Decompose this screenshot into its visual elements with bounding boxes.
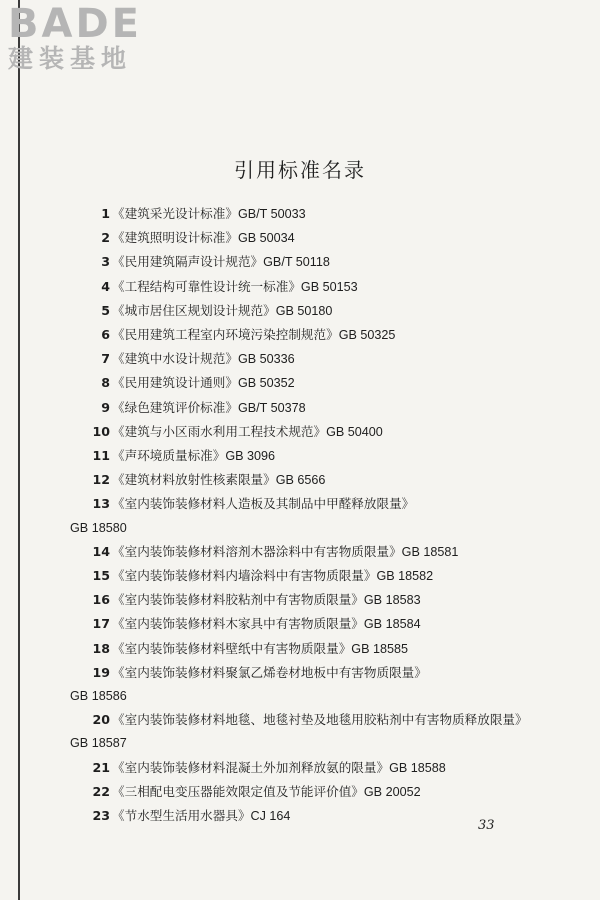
- reference-title: 《建筑中水设计规范》: [112, 351, 238, 367]
- reference-code: CJ 164: [250, 809, 291, 824]
- reference-title: 《建筑材料放射性核素限量》: [112, 472, 276, 488]
- reference-number: 3: [101, 254, 110, 270]
- reference-title: 《绿色建筑评价标准》: [112, 399, 238, 415]
- reference-item: [70, 661, 532, 708]
- reference-item: [70, 804, 532, 828]
- page-title: 引用标准名录: [234, 158, 366, 182]
- logo-main-text: BADE: [8, 1, 142, 47]
- reference-title: 《工程结构可靠性设计统一标准》: [112, 278, 301, 294]
- reference-number: 16: [92, 592, 110, 608]
- reference-number: 8: [101, 375, 110, 391]
- reference-title: 《室内装饰装修材料壁纸中有害物质限量》: [112, 640, 352, 656]
- reference-number: 17: [92, 616, 110, 632]
- reference-number: 2: [101, 230, 110, 246]
- reference-item: [70, 637, 532, 661]
- reference-code: GB/T 50033: [237, 207, 306, 221]
- reference-title: 《室内装饰装修材料胶粘剂中有害物质限量》: [112, 592, 364, 608]
- reference-item: [70, 396, 532, 420]
- reference-item: [70, 347, 532, 371]
- reference-number: 20: [92, 712, 110, 728]
- reference-code: GB 50336: [237, 352, 295, 367]
- reference-item: [70, 708, 532, 755]
- reference-item: [70, 444, 532, 468]
- reference-code: GB 18581: [401, 544, 459, 559]
- reference-title: 《建筑照明设计标准》: [112, 230, 238, 246]
- reference-title: 《民用建筑隔声设计规范》: [112, 254, 264, 270]
- reference-code: GB 18580: [70, 520, 127, 535]
- reference-item: [70, 226, 532, 250]
- reference-number: 15: [92, 568, 110, 584]
- reference-number: 19: [92, 664, 110, 680]
- reference-number: 1: [101, 206, 110, 221]
- reference-title: 《建筑采光设计标准》: [112, 206, 238, 221]
- reference-item: [70, 420, 532, 444]
- reference-number: 21: [92, 759, 110, 775]
- reference-code: GB 18584: [363, 617, 421, 632]
- reference-code: GB/T 50378: [237, 400, 306, 415]
- reference-item: [70, 540, 532, 564]
- reference-code: GB 50153: [300, 279, 358, 294]
- reference-item: [70, 202, 532, 226]
- reference-code: GB 18588: [389, 760, 446, 775]
- reference-title: 《室内装饰装修材料木家具中有害物质限量》: [112, 616, 364, 632]
- reference-number: 13: [92, 496, 110, 512]
- reference-item: [70, 275, 532, 299]
- reference-item: [70, 299, 532, 323]
- reference-title: 《民用建筑工程室内环境污染控制规范》: [112, 327, 339, 343]
- reference-number: 11: [92, 448, 110, 464]
- reference-title: 《节水型生活用水器具》: [112, 808, 251, 824]
- reference-item: [70, 564, 532, 588]
- left-margin-rule: [18, 0, 20, 900]
- reference-title: 《室内装饰装修材料混凝土外加剂释放氨的限量》: [112, 759, 390, 775]
- reference-code: GB 18585: [351, 641, 408, 656]
- reference-title: 《三相配电变压器能效限定值及节能评价值》: [112, 783, 364, 799]
- reference-item: [70, 780, 532, 804]
- reference-number: 14: [92, 543, 110, 559]
- reference-code: GB 20052: [363, 784, 421, 799]
- reference-title: 《城市居住区规划设计规范》: [112, 302, 276, 318]
- reference-title: 《民用建筑设计通则》: [112, 375, 238, 391]
- reference-code: GB 6566: [275, 473, 326, 488]
- reference-item: [70, 612, 532, 636]
- reference-number: 9: [101, 399, 110, 415]
- reference-number: 23: [92, 808, 110, 824]
- reference-item: [70, 371, 532, 395]
- page-number: 33: [478, 818, 495, 833]
- reference-code: GB 50034: [237, 231, 295, 246]
- reference-item: [70, 588, 532, 612]
- reference-number: 5: [101, 302, 110, 318]
- reference-item: [70, 323, 532, 347]
- reference-code: GB 18583: [363, 593, 421, 608]
- reference-title: 《建筑与小区雨水利用工程技术规范》: [112, 423, 327, 439]
- reference-number: 18: [92, 640, 110, 656]
- bade-logo: [8, 1, 178, 84]
- reference-title: 《声环境质量标准》: [112, 448, 226, 464]
- reference-code: GB 50400: [326, 424, 383, 439]
- reference-item: [70, 492, 532, 539]
- reference-code: GB 50180: [275, 303, 333, 318]
- reference-number: 7: [101, 351, 110, 367]
- reference-code: GB/T 50118: [263, 255, 330, 270]
- reference-number: 6: [101, 327, 110, 343]
- reference-code: GB 3096: [225, 449, 276, 464]
- reference-item: [70, 756, 532, 780]
- reference-code: GB 18586: [70, 689, 127, 704]
- reference-item: [70, 250, 532, 274]
- reference-number: 12: [92, 472, 110, 488]
- reference-number: 4: [101, 278, 110, 294]
- reference-title: 《室内装饰装修材料内墙涂料中有害物质限量》: [112, 568, 377, 584]
- reference-number: 22: [92, 783, 110, 799]
- reference-title: 《室内装饰装修材料溶剂木器涂料中有害物质限量》: [112, 543, 402, 559]
- reference-number: 10: [92, 423, 110, 439]
- reference-title: 《室内装饰装修材料地毯、地毯衬垫及地毯用胶粘剂中有害物质释放限量》: [112, 712, 528, 728]
- reference-code: GB 18587: [70, 736, 127, 751]
- reference-code: GB 50325: [338, 328, 396, 343]
- logo-sub-text: 建装基地: [8, 44, 133, 73]
- reference-title: 《室内装饰装修材料人造板及其制品中甲醛释放限量》: [112, 496, 415, 512]
- reference-code: GB 50352: [237, 376, 295, 391]
- reference-code: GB 18582: [376, 569, 434, 584]
- reference-list: [70, 202, 532, 828]
- reference-title: 《室内装饰装修材料聚氯乙烯卷材地板中有害物质限量》: [112, 664, 427, 680]
- reference-item: [70, 468, 532, 492]
